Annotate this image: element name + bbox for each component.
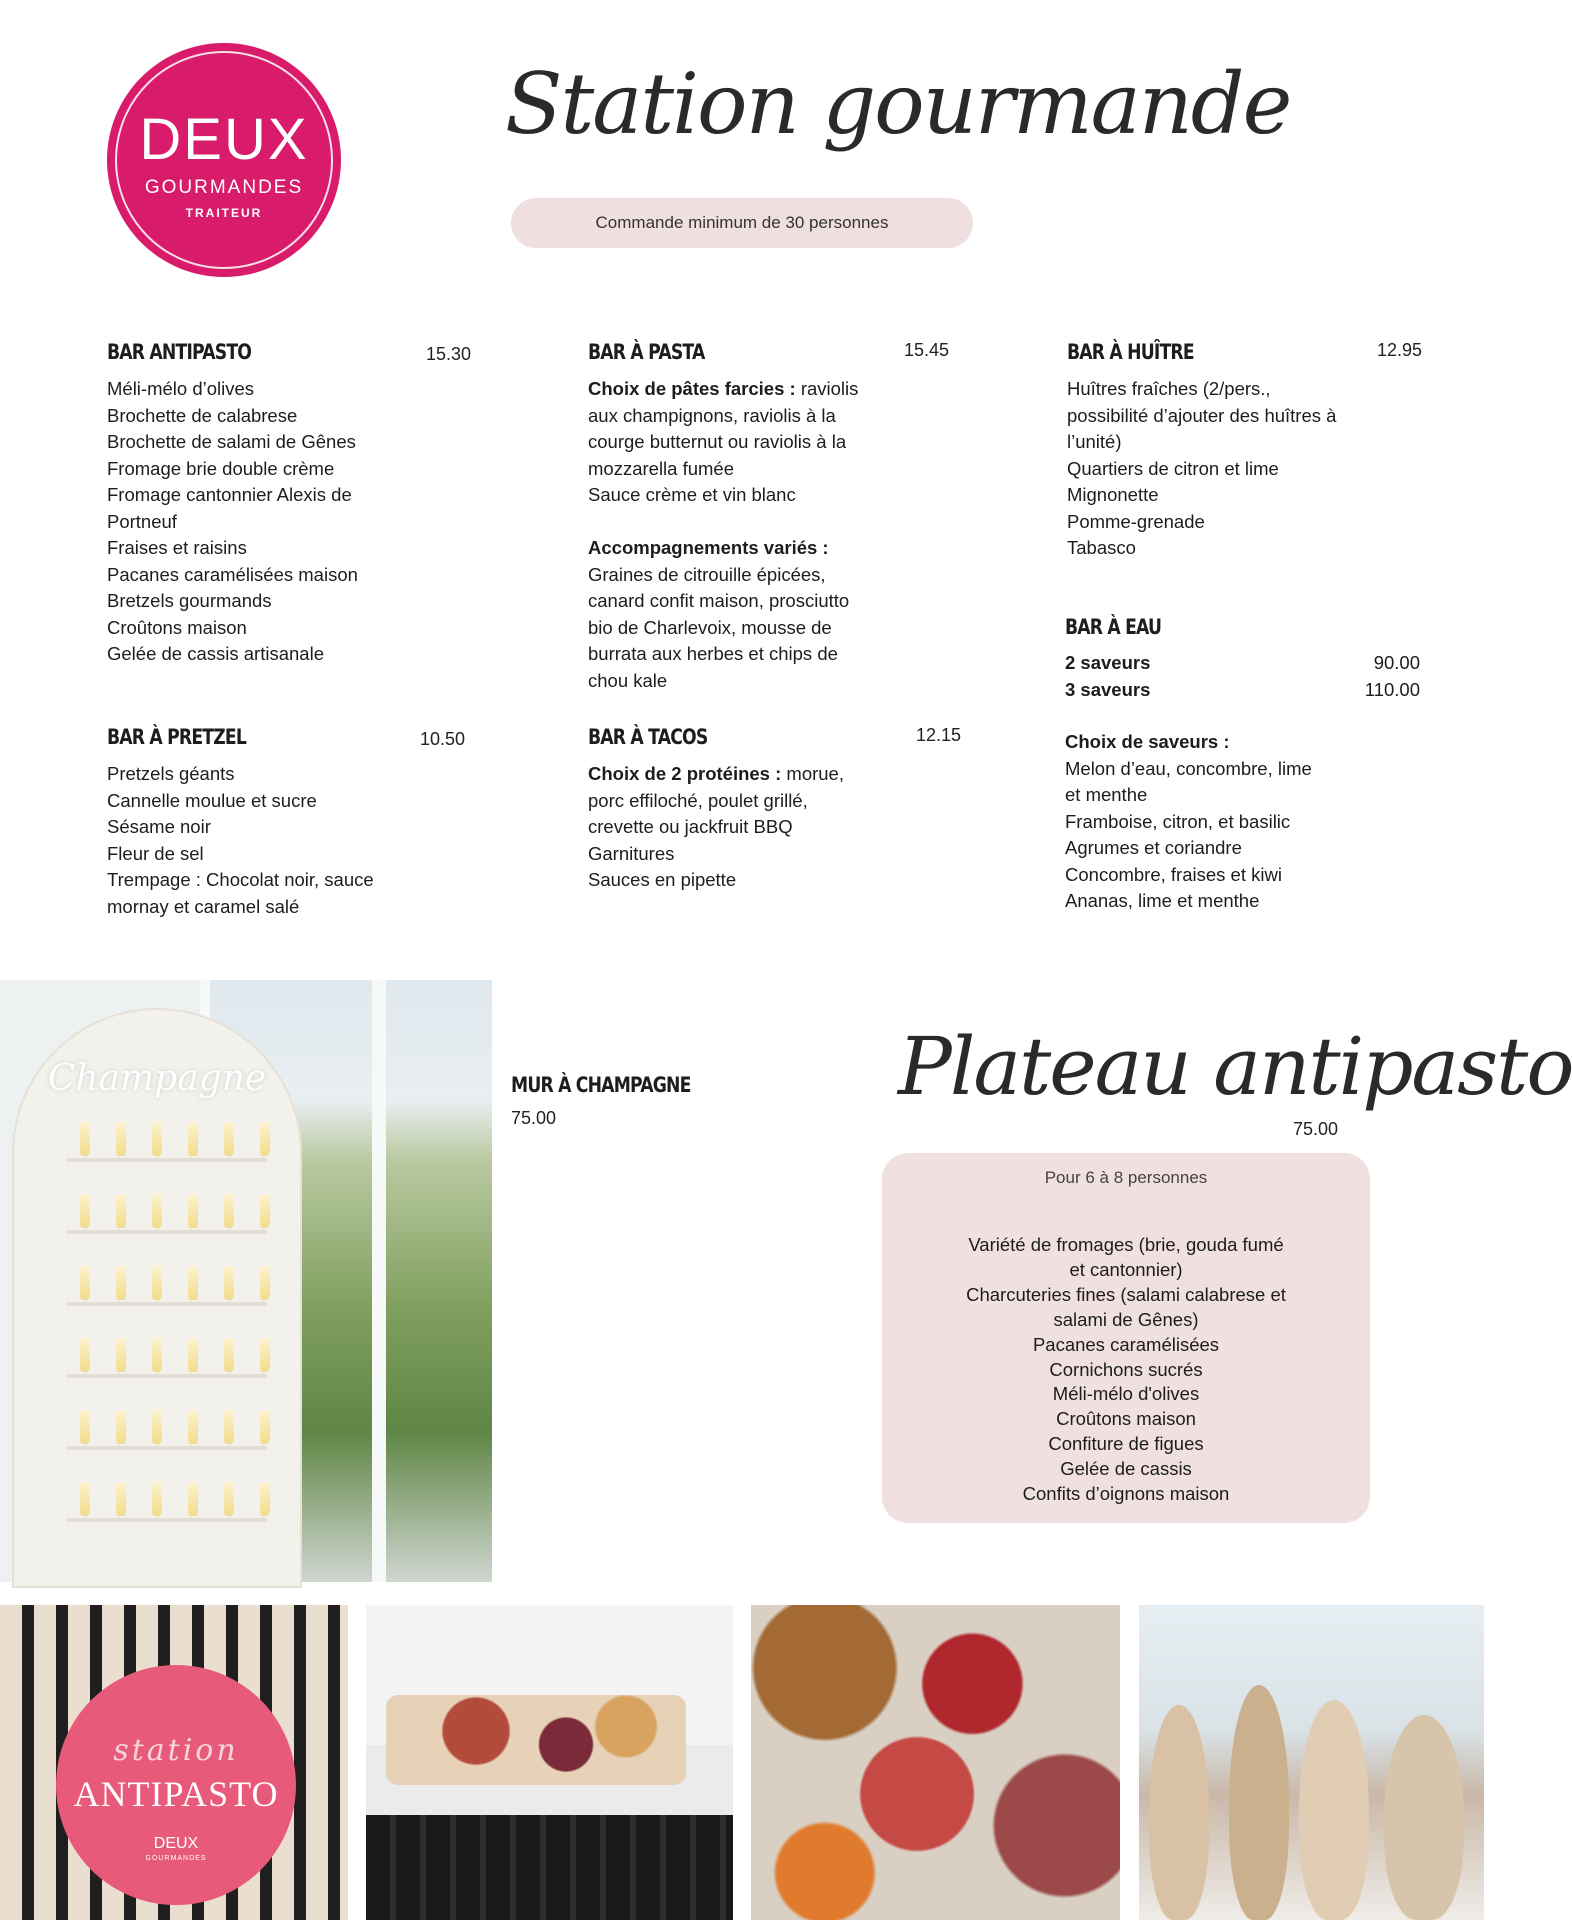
list-item: Portneuf	[107, 510, 177, 532]
champagne-glass	[152, 1122, 162, 1156]
eau-option-row	[1065, 650, 1420, 677]
logo-deux-text: DEUX	[139, 107, 309, 172]
champagne-glass	[80, 1266, 90, 1300]
list-item: Framboise, citron, et basilic	[1065, 810, 1291, 832]
champagne-glass	[188, 1266, 198, 1300]
champagne-glass	[152, 1482, 162, 1516]
list-item: Trempage : Chocolat noir, sauce	[107, 869, 374, 890]
list-item: Fraises et raisins	[107, 537, 247, 558]
champagne-glass	[116, 1482, 126, 1516]
list-item: Sésame noir	[107, 816, 211, 837]
station-sign	[56, 1665, 296, 1905]
sign-gourmandes-text: GOURMANDES	[145, 1855, 207, 1862]
champagne-glass	[224, 1194, 234, 1228]
list-item: Fromage brie double crème	[107, 457, 335, 479]
sign-station-text: station	[113, 1733, 239, 1768]
sign-antipasto-text: ANTIPASTO	[73, 1774, 279, 1814]
list-item: Croûtons maison	[1056, 1408, 1196, 1430]
champagne-board-word: Champagne	[47, 1058, 267, 1099]
list-item: possibilité d’ajouter des huîtres à	[1067, 404, 1337, 426]
bar-antipasto-price: 15.30	[426, 344, 472, 364]
list-item: Concombre, fraises et kiwi	[1065, 863, 1282, 885]
tacos-choice-first: morue,	[781, 763, 844, 784]
bar-antipasto-list	[107, 376, 358, 668]
champagne-glass	[116, 1410, 126, 1444]
champagne-glass	[260, 1194, 270, 1228]
champagne-glass	[260, 1122, 270, 1156]
champagne-glass	[80, 1122, 90, 1156]
list-item: Confiture de figues	[1048, 1433, 1204, 1455]
eau-option-price: 110.00	[1364, 678, 1420, 700]
champagne-glass	[116, 1194, 126, 1228]
bar-tacos-list	[588, 761, 844, 894]
list-item: Graines de citrouille épicées,	[588, 563, 826, 585]
list-item: Agrumes et coriandre	[1065, 837, 1242, 858]
list-item: Pomme-grenade	[1067, 510, 1205, 532]
list-item: Cornichons sucrés	[1049, 1358, 1203, 1380]
list-item	[588, 761, 844, 788]
list-item: Confits d’oignons maison	[1022, 1483, 1230, 1505]
list-item: Brochette de salami de Gênes	[107, 431, 356, 452]
list-item: l’unité)	[1067, 431, 1122, 452]
champagne-glass	[152, 1194, 162, 1228]
brand-logo	[107, 43, 341, 277]
list-item: bio de Charlevoix, mousse de	[588, 616, 832, 638]
champagne-glass	[80, 1482, 90, 1516]
champagne-glass	[188, 1194, 198, 1228]
list-item: mornay et caramel salé	[107, 895, 300, 917]
champagne-glass	[188, 1482, 198, 1516]
list-item: Méli-mélo d'olives	[1052, 1383, 1200, 1405]
list-item: burrata aux herbes et chips de	[588, 643, 838, 664]
champagne-glass	[260, 1410, 270, 1444]
list-item: Pacanes caramélisées maison	[107, 563, 358, 585]
list-item: Fleur de sel	[107, 842, 204, 864]
list-item: Huîtres fraîches (2/pers.,	[1067, 378, 1271, 399]
bar-pretzel-title: BAR À PRETZEL	[107, 725, 246, 749]
champagne-glass	[188, 1338, 198, 1372]
champagne-glass	[224, 1338, 234, 1372]
eau-flavors-label: Choix de saveurs :	[1065, 731, 1230, 752]
bar-eau-title: BAR À EAU	[1065, 615, 1162, 639]
champagne-glass	[224, 1122, 234, 1156]
list-item: Sauce crème et vin blanc	[588, 484, 796, 505]
list-item: Pacanes caramélisées	[1032, 1333, 1220, 1355]
list-item: Quartiers de citron et lime	[1067, 457, 1279, 479]
champagne-glass	[224, 1266, 234, 1300]
page-title: Station gourmande	[505, 55, 1291, 153]
list-item: Variété de fromages (brie, gouda fumé	[968, 1234, 1284, 1255]
bar-pasta-price: 15.45	[904, 340, 950, 360]
mur-champagne-title: MUR À CHAMPAGNE	[511, 1073, 691, 1097]
list-item: Bretzels gourmands	[107, 590, 272, 611]
champagne-glass	[80, 1194, 90, 1228]
tacos-choice-label: Choix de 2 protéines :	[588, 763, 782, 784]
plateau-price: 75.00	[1293, 1119, 1339, 1139]
list-item: Garnitures	[588, 842, 675, 864]
list-item: Gelée de cassis	[1060, 1458, 1192, 1480]
list-item: Charcuteries fines (salami calabrese et	[966, 1283, 1286, 1305]
bar-huitre-title: BAR À HUÎTRE	[1067, 340, 1194, 364]
champagne-glass	[260, 1338, 270, 1372]
champagne-glass	[260, 1482, 270, 1516]
eau-option-label: 3 saveurs	[1065, 678, 1151, 700]
pasta-choice-first: raviolis	[795, 378, 859, 399]
list-item: Gelée de cassis artisanale	[107, 643, 324, 664]
plateau-subtitle: Pour 6 à 8 personnes	[1044, 1168, 1208, 1187]
list-item: Ananas, lime et menthe	[1065, 890, 1260, 911]
food-spread	[386, 1695, 686, 1785]
champagne-glass	[224, 1482, 234, 1516]
list-item: Brochette de calabrese	[107, 404, 298, 426]
champagne-glass	[260, 1266, 270, 1300]
champagne-glass	[116, 1122, 126, 1156]
champagne-glass	[152, 1266, 162, 1300]
list-item: porc effiloché, poulet grillé,	[588, 789, 808, 811]
guests-photo	[1139, 1605, 1484, 1920]
bar-pretzel-list	[107, 761, 374, 920]
list-item	[588, 376, 858, 403]
mur-champagne-price: 75.00	[511, 1108, 557, 1128]
plateau-box	[882, 1153, 1370, 1523]
list-item: aux champignons, raviolis à la	[588, 404, 836, 426]
bar-eau-options	[1065, 650, 1420, 703]
champagne-board	[12, 1008, 302, 1588]
list-item: Croûtons maison	[107, 616, 247, 638]
bar-huitre-price: 12.95	[1377, 340, 1423, 360]
champagne-glass	[224, 1410, 234, 1444]
champagne-glass	[116, 1266, 126, 1300]
bar-counter	[366, 1815, 733, 1920]
bar-pretzel-price: 10.50	[420, 729, 466, 749]
eau-option-label: 2 saveurs	[1065, 652, 1151, 673]
list-item: crevette ou jackfruit BBQ	[588, 816, 793, 837]
pasta-accomp-label: Accompagnements variés :	[588, 537, 829, 558]
bar-tacos-price: 12.15	[916, 725, 962, 745]
list-item: Mignonette	[1067, 484, 1159, 505]
champagne-glass	[188, 1122, 198, 1156]
champagne-glass	[152, 1338, 162, 1372]
bar-pasta-list	[588, 376, 858, 694]
plateau-list	[882, 1233, 1370, 1507]
bar-pasta-title: BAR À PASTA	[588, 340, 705, 364]
list-item: Tabasco	[1067, 537, 1136, 558]
plateau-title: Plateau antipasto	[898, 1020, 1572, 1113]
list-item: Fromage cantonnier Alexis de	[107, 484, 352, 505]
eau-option-row	[1065, 677, 1420, 704]
bar-eau-flavors	[1065, 729, 1312, 915]
list-item: Méli-mélo d’olives	[107, 378, 255, 399]
list-item: courge butternut ou raviolis à la	[588, 431, 847, 452]
champagne-glass	[80, 1338, 90, 1372]
champagne-glass	[116, 1338, 126, 1372]
charcuterie-trays-photo	[751, 1605, 1120, 1920]
champagne-glass	[80, 1410, 90, 1444]
station-antipasto-sign-photo	[0, 1605, 348, 1920]
antipasto-bar-photo	[366, 1605, 733, 1920]
bar-tacos-title: BAR À TACOS	[588, 725, 708, 749]
eau-option-price: 90.00	[1373, 652, 1420, 673]
list-item: et cantonnier)	[1069, 1258, 1183, 1280]
list-item: canard confit maison, prosciutto	[588, 590, 850, 611]
champagne-glass	[152, 1410, 162, 1444]
logo-traiteur-text: TRAITEUR	[185, 206, 263, 220]
list-item: Pretzels géants	[107, 763, 235, 784]
bar-huitre-list	[1067, 376, 1336, 562]
list-item: chou kale	[588, 669, 668, 691]
list-item: et menthe	[1065, 784, 1148, 805]
bar-antipasto-title: BAR ANTIPASTO	[107, 340, 252, 364]
sign-deux-text: DEUX	[153, 1835, 199, 1852]
pasta-choice-label: Choix de pâtes farcies :	[588, 378, 796, 399]
list-item: salami de Gênes)	[1053, 1308, 1199, 1330]
list-item: mozzarella fumée	[588, 457, 735, 479]
logo-gourmandes-text: GOURMANDES	[144, 177, 304, 198]
list-item: Cannelle moulue et sucre	[107, 789, 317, 811]
list-item: Melon d’eau, concombre, lime	[1065, 757, 1312, 779]
champagne-wall-photo	[0, 980, 492, 1582]
minimum-order-pill: Commande minimum de 30 personnes	[511, 198, 973, 248]
champagne-glass	[188, 1410, 198, 1444]
list-item: Sauces en pipette	[588, 869, 737, 890]
